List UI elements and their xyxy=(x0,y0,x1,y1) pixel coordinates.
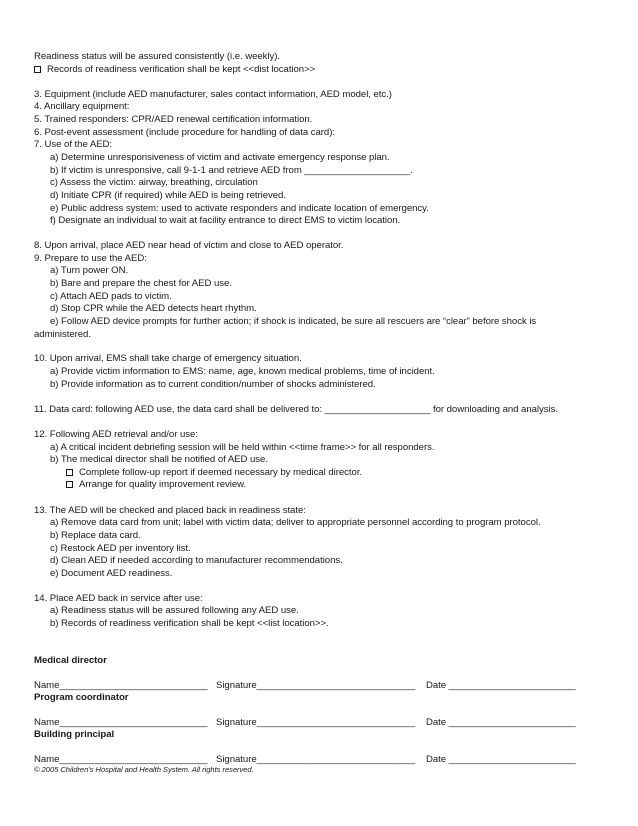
item-9d: d) Stop CPR while the AED detects heart rhythm. xyxy=(50,303,257,314)
item-9e-continued: administered. xyxy=(34,329,91,340)
item-13: 13. The AED will be checked and placed back in readiness state: xyxy=(34,505,306,516)
item-9b: b) Bare and prepare the chest for AED use. xyxy=(50,278,232,289)
item-12b-sub-2 xyxy=(66,479,246,491)
item-13d: d) Clean AED if needed according to manufacturer recommendations. xyxy=(50,555,343,566)
item-9c: c) Attach AED pads to victim. xyxy=(50,291,172,302)
item-10b: b) Provide information as to current condition/number of shocks administered. xyxy=(50,379,376,390)
item-9e: e) Follow AED device prompts for further action; if shock is indicated, be sure all rescuers are “clear” before shock is xyxy=(50,316,537,327)
followup-report-text: Complete follow-up report if deemed necessary by medical director. xyxy=(79,467,363,478)
medical-director-heading: Medical director xyxy=(34,655,107,666)
program-coordinator-date-field[interactable]: Date ________________________ xyxy=(426,717,576,728)
item-13c: c) Restock AED per inventory list. xyxy=(50,543,191,554)
item-7c: c) Assess the victim: airway, breathing, circulation xyxy=(50,177,258,188)
records-location-text: Records of readiness verification shall be kept <<dist location>> xyxy=(47,64,316,75)
item-14a: a) Readiness status will be assured following any AED use. xyxy=(50,605,299,616)
item-7e: e) Public address system: used to activate responders and indicate location of emergency. xyxy=(50,203,429,214)
item-7: 7. Use of the AED: xyxy=(34,139,113,150)
program-coordinator-heading: Program coordinator xyxy=(34,692,129,703)
program-coordinator-signature-field[interactable]: Signature______________________________ xyxy=(216,717,416,728)
item-13a: a) Remove data card from unit; label with victim data; deliver to appropriate personnel according to program protocol. xyxy=(50,517,541,528)
building-principal-signature-field[interactable]: Signature______________________________ xyxy=(216,754,416,765)
program-coordinator-name-field[interactable]: Name____________________________ xyxy=(34,717,208,728)
checkbox[interactable] xyxy=(66,481,73,488)
item-7d: d) Initiate CPR (if required) while AED is being retrieved. xyxy=(50,190,286,201)
medical-director-signature-field[interactable]: Signature______________________________ xyxy=(216,680,416,691)
checkbox[interactable] xyxy=(34,66,41,73)
item-10a: a) Provide victim information to EMS: name, age, known medical problems, time of incident. xyxy=(50,366,435,377)
item-9: 9. Prepare to use the AED: xyxy=(34,253,147,264)
item-13e: e) Document AED readiness. xyxy=(50,568,173,579)
item-7b: b) If victim is unresponsive, call 9-1-1 and retrieve AED from ____________________. xyxy=(50,165,413,176)
checkbox[interactable] xyxy=(66,469,73,476)
item-7f: f) Designate an individual to wait at facility entrance to direct EMS to victim location. xyxy=(50,215,401,226)
item-4: 4. Ancillary equipment: xyxy=(34,101,130,112)
item-12a: a) A critical incident debriefing session will be held within <<time frame>> for all responders. xyxy=(50,442,435,453)
item-11: 11. Data card: following AED use, the data card shall be delivered to: ____________________ for downloading and analysis. xyxy=(34,404,558,415)
quality-review-text: Arrange for quality improvement review. xyxy=(79,479,247,490)
item-12b: b) The medical director shall be notified of AED use. xyxy=(50,454,268,465)
item-14b: b) Records of readiness verification shall be kept <<list location>>. xyxy=(50,618,329,629)
building-principal-date-field[interactable]: Date ________________________ xyxy=(426,754,576,765)
item-8: 8. Upon arrival, place AED near head of victim and close to AED operator. xyxy=(34,240,344,251)
item-10: 10. Upon arrival, EMS shall take charge of emergency situation. xyxy=(34,353,302,364)
item-13b: b) Replace data card. xyxy=(50,530,141,541)
medical-director-date-field[interactable]: Date ________________________ xyxy=(426,680,576,691)
item-12b-sub-1 xyxy=(66,467,362,479)
item-5: 5. Trained responders: CPR/AED renewal certification information. xyxy=(34,114,313,125)
item-3: 3. Equipment (include AED manufacturer, sales contact information, AED model, etc.) xyxy=(34,89,392,100)
copyright-footer: © 2005 Children’s Hospital and Health System. All rights reserved. xyxy=(34,765,254,774)
item-6: 6. Post-event assessment (include procedure for handling of data card): xyxy=(34,127,335,138)
building-principal-heading: Building principal xyxy=(34,729,115,740)
item-7a: a) Determine unresponsiveness of victim and activate emergency response plan. xyxy=(50,152,390,163)
records-location-line xyxy=(34,64,315,76)
item-9a: a) Turn power ON. xyxy=(50,265,129,276)
readiness-status-text: Readiness status will be assured consistently (i.e. weekly). xyxy=(34,51,281,62)
building-principal-name-field[interactable]: Name____________________________ xyxy=(34,754,208,765)
medical-director-name-field[interactable]: Name____________________________ xyxy=(34,680,208,691)
item-14: 14. Place AED back in service after use: xyxy=(34,593,203,604)
item-12: 12. Following AED retrieval and/or use: xyxy=(34,429,198,440)
